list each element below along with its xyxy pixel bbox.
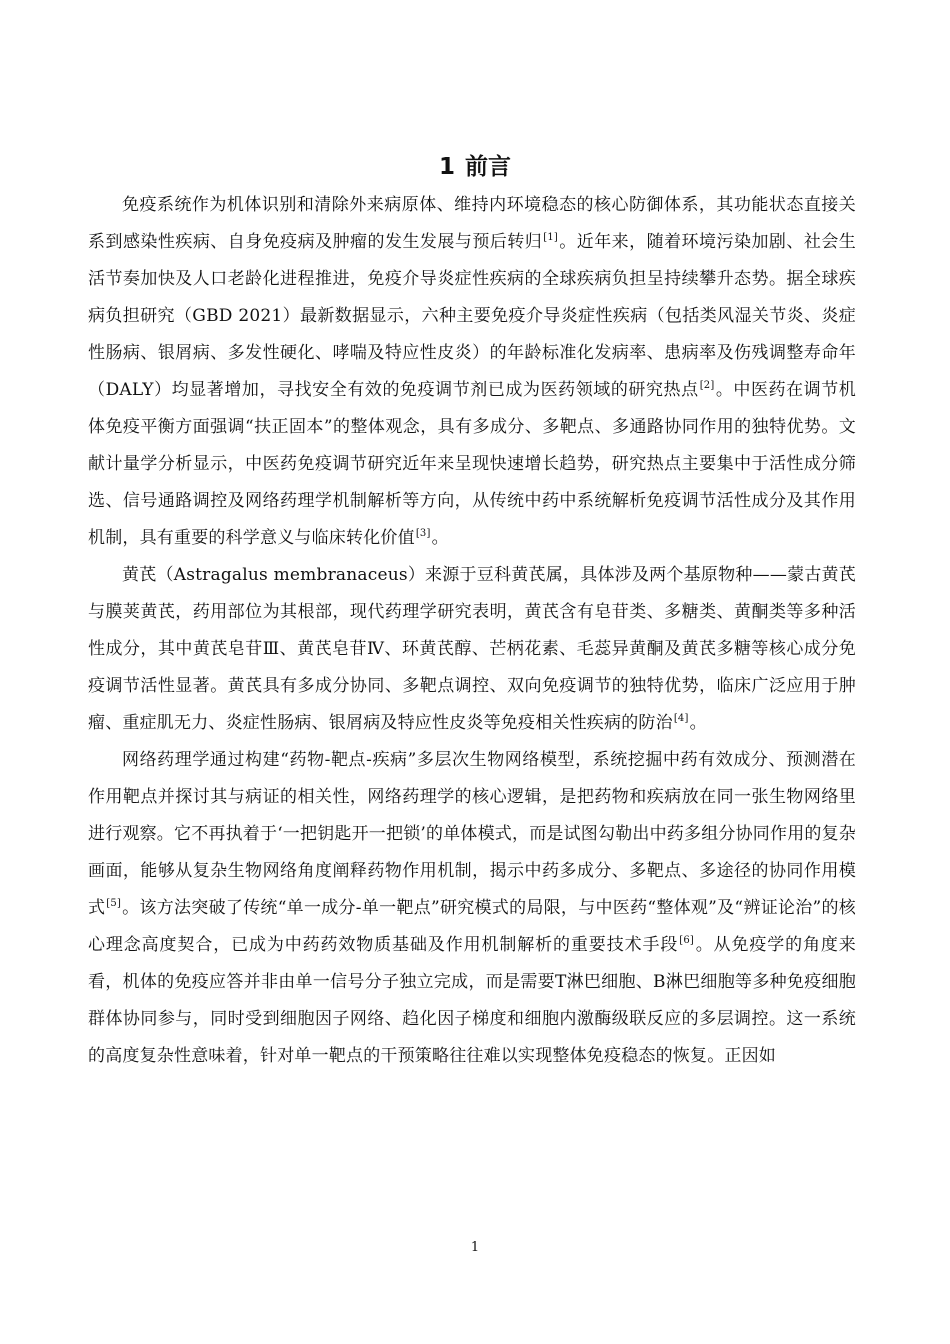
citation-ref: [5] [106, 898, 122, 909]
citation-ref: [4] [673, 713, 689, 724]
citation-ref: [1] [543, 232, 558, 243]
page-number: 1 [470, 1240, 480, 1255]
body-paragraph [88, 742, 856, 1075]
paragraph-text: 。 [689, 713, 707, 733]
paragraph-text: 。中医药在调节机体免疫平衡方面强调“扶正固本”的整体观念，具有多成分、多靶点、多通路协同作用的独特优势。文献计量学分析显示，中医药免疫调节研究近年来呈现快速增长趋势，研究热点主要集中于活性成分筛选、信号通路调控及网络药理学机制解析等方向，从传统中药中系统解析免疫调节活性成分及其作用机制，具有重要的科学意义与临床转化价值 [88, 380, 856, 548]
body-text [88, 187, 856, 1075]
paragraph-text: 。该方法突破了传统“单一成分-单一靶点”研究模式的局限，与中医药“整体观”及“辨证论治”的核心理念高度契合，已成为中药药效物质基础及作用机制解析的重要技术手段 [88, 898, 857, 955]
citation-ref: [3] [415, 528, 431, 539]
body-paragraph [88, 557, 856, 742]
section-number: 1 [438, 154, 455, 180]
paragraph-text: 黄芪（Astragalus membranaceus）来源于豆科黄芪属，具体涉及两个基原物种——蒙古黄芪与膜荚黄芪，药用部位为其根部，现代药理学研究表明，黄芪含有皂苷类、多糖类、黄酮类等多种活性成分，其中黄芪皂苷Ⅲ、黄芪皂苷Ⅳ、环黄芪醇、芒柄花素、毛蕊异黄酮及黄芪多糖等核心成分免疫调节活性显著。黄芪具有多成分协同、多靶点调控、双向免疫调节的独特优势，临床广泛应用于肿瘤、重症肌无力、炎症性肠病、银屑病及特应性皮炎等免疫相关性疾病的防治 [88, 565, 856, 733]
paragraph-text: 。从免疫学的角度来看，机体的免疫应答并非由单一信号分子独立完成，而是需要T淋巴细胞、B淋巴细胞等多种免疫细胞群体协同参与，同时受到细胞因子网络、趋化因子梯度和细胞内激酶级联反应的多层调控。这一系统的高度复杂性意味着，针对单一靶点的干预策略往往难以实现整体免疫稳态的恢复。正因如 [88, 935, 856, 1066]
citation-ref: [6] [679, 935, 695, 946]
citation-ref: [2] [699, 380, 715, 391]
paragraph-text: 网络药理学通过构建“药物-靶点-疾病”多层次生物网络模型，系统挖掘中药有效成分、预测潜在作用靶点并探讨其与病证的相关性，网络药理学的核心逻辑，是把药物和疾病放在同一张生物网络里进行观察。它不再执着于‘一把钥匙开一把锁’的单体模式，而是试图勾勒出中药多组分协同作用的复杂画面，能够从复杂生物网络角度阐释药物作用机制，揭示中药多成分、多靶点、多途径的协同作用模式 [88, 750, 857, 918]
paragraph-text: 。 [431, 528, 449, 548]
section-title: 前言 [465, 154, 511, 180]
paragraph-text: 免疫系统作为机体识别和清除外来病原体、维持内环境稳态的核心防御体系，其功能状态直接关系到感染性疾病、自身免疫病及肿瘤的发生发展与预后转归 [88, 195, 856, 252]
paragraph-text: 。近年来，随着环境污染加剧、社会生活节奏加快及人口老龄化进程推进，免疫介导炎症性疾病的全球疾病负担呈持续攀升态势。据全球疾病负担研究（GBD 2021）最新数据显示，六种主要免疫介导炎症性疾病（包括类风湿关节炎、炎症性肠病、银屑病、多发性硬化、哮喘及特应性皮炎）的年龄标准化发病率、患病率及伤残调整寿命年（DALY）均显著增加，寻找安全有效的免疫调节剂已成为医药领域的研究热点 [88, 232, 856, 400]
body-paragraph [88, 187, 856, 557]
section-heading [0, 150, 950, 184]
